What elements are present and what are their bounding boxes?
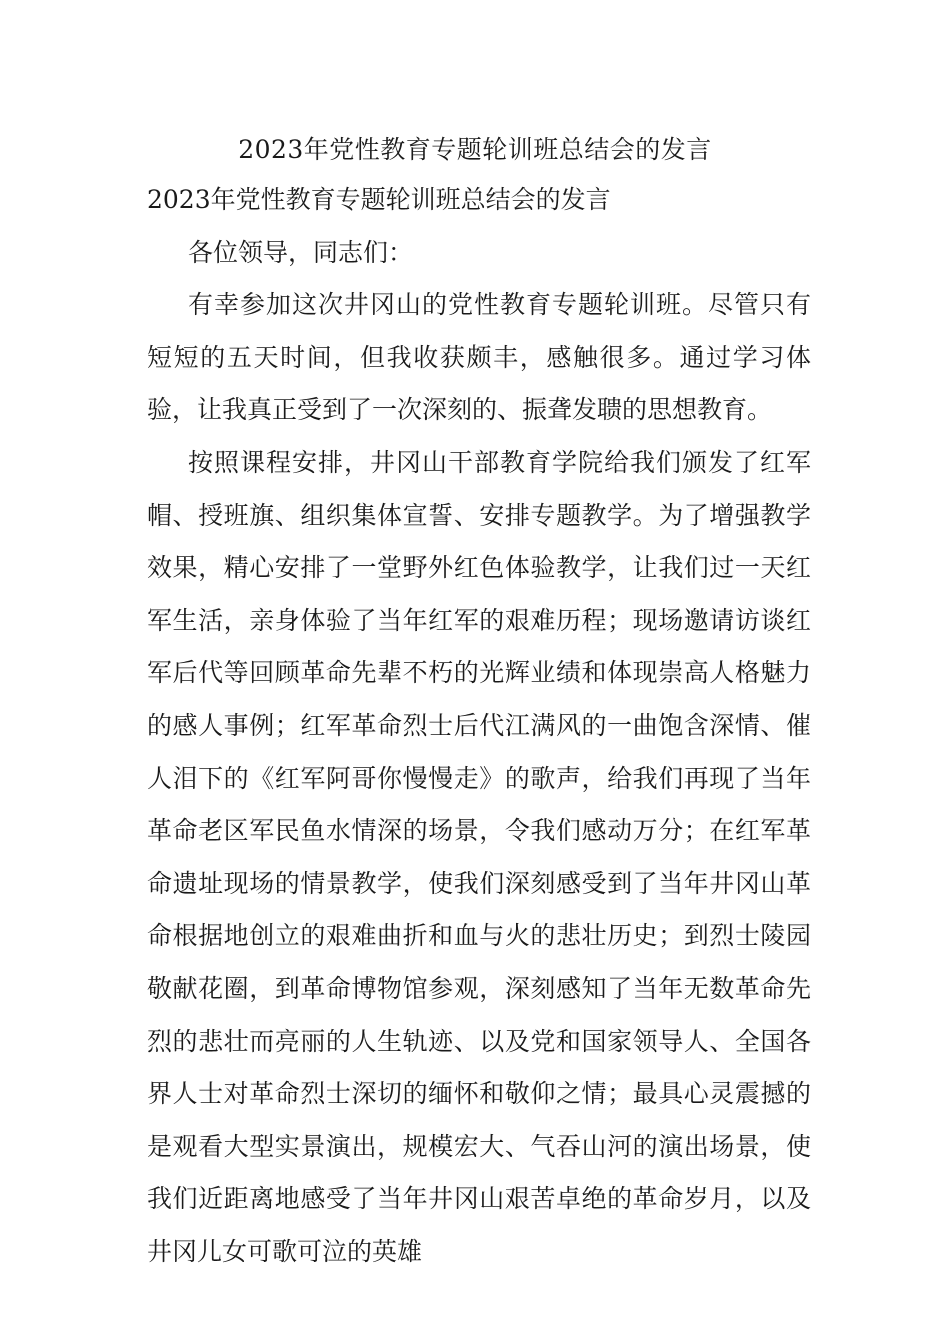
document-subtitle: 2023年党性教育专题轮训班总结会的发言: [147, 185, 611, 214]
document-body: [147, 174, 811, 1278]
salutation: 各位领导，同志们：: [188, 237, 414, 267]
document-title: 2023年党性教育专题轮训班总结会的发言: [238, 135, 712, 164]
paragraph-2: 按照课程安排，井冈山干部教育学院给我们颁发了红军帽、授班旗、组织集体宣誓、安排专题教学。为了增强教学效果，精心安排了一堂野外红色体验教学，让我们过一天红军生活，亲身体验了当年红军的艰难历程；现场邀请访谈红军后代等回顾革命先辈不朽的光辉业绩和体现崇高人格魅力的感人事例；红军革命烈士后代江满风的一曲饱含深情、催人泪下的《红军阿哥你慢慢走》的歌声，给我们再现了当年革命老区军民鱼水情深的场景，令我们感动万分；在红军革命遗址现场的情景教学，使我们深刻感受到了当年井冈山革命根据地创立的艰难曲折和血与火的悲壮历史；到烈士陵园敬献花圈，到革命博物馆参观，深刻感知了当年无数革命先烈的悲壮而亮丽的人生轨迹、以及党和国家领导人、全国各界人士对革命烈士深切的缅怀和敬仰之情；最具心灵震撼的是观看大型实景演出，规模宏大、气吞山河的演出场景，使我们近距离地感受了当年井冈山艰苦卓绝的革命岁月，以及井冈儿女可歌可泣的英雄: [147, 447, 811, 1266]
paragraph-1: 有幸参加这次井冈山的党性教育专题轮训班。尽管只有短短的五天时间，但我收获颇丰，感触很多。通过学习体验，让我真正受到了一次深刻的、振聋发聩的思想教育。: [147, 290, 811, 425]
